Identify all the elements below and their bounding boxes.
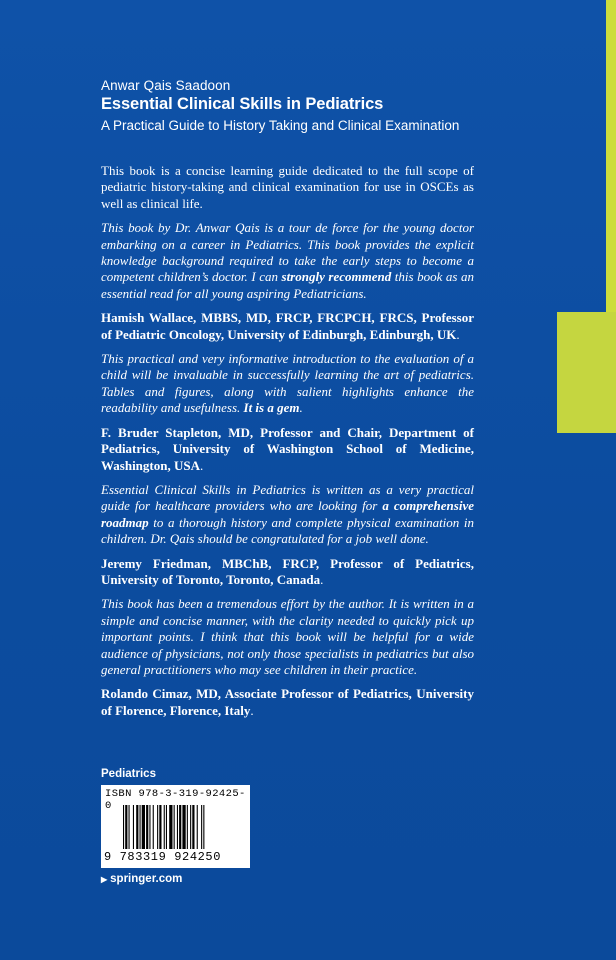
book-header bbox=[101, 78, 501, 133]
barcode-bar bbox=[179, 805, 181, 849]
barcode-bar bbox=[166, 805, 167, 849]
review-3 bbox=[101, 482, 474, 548]
credit-2-end: . bbox=[199, 457, 204, 473]
barcode-bar bbox=[192, 805, 194, 849]
review-1-credit bbox=[101, 310, 474, 343]
review-2 bbox=[101, 351, 474, 417]
spine-accent-stripe bbox=[606, 0, 616, 312]
review-1-text-end: this book as an essential read for all young aspiring Pediatricians. bbox=[101, 269, 474, 301]
blurb bbox=[101, 163, 474, 727]
barcode-bar bbox=[133, 805, 134, 849]
barcode-bar bbox=[177, 805, 178, 849]
isbn-barcode bbox=[101, 785, 250, 868]
book-subtitle: A Practical Guide to History Taking and Clinical Examination bbox=[101, 118, 460, 133]
barcode-bar bbox=[201, 805, 202, 849]
credit-3-end: . bbox=[320, 571, 324, 587]
publisher-link[interactable] bbox=[101, 873, 182, 885]
barcode-bar bbox=[125, 805, 127, 849]
barcode-bar bbox=[129, 805, 130, 849]
review-2-credit bbox=[101, 425, 474, 474]
barcode-bar bbox=[190, 805, 191, 849]
intro-paragraph: This book is a concise learning guide dedicated to the full scope of pediatric history-taking and clinical examination for use in OSCEs as well as clinical life. bbox=[101, 163, 474, 211]
barcode-bar bbox=[153, 805, 154, 849]
author-name: Anwar Qais Saadoon bbox=[101, 78, 231, 93]
credit-4-end: . bbox=[250, 702, 254, 718]
review-3-credit bbox=[101, 556, 474, 589]
isbn-number: ISBN 978-3-319-92425-0 bbox=[105, 788, 246, 812]
review-2-emphasis: It is a gem bbox=[243, 400, 300, 416]
credit-1-end: . bbox=[456, 326, 460, 342]
barcode-bar bbox=[174, 805, 175, 849]
review-2-text-end: . bbox=[299, 400, 303, 416]
subject-category: Pediatrics bbox=[101, 768, 156, 780]
barcode-bars bbox=[123, 805, 235, 849]
barcode-bar bbox=[182, 805, 185, 849]
review-2-text: This practical and very informative introduction to the evaluation of a child will be invaluable in successfully learning the art of pediatrics. Tables and figures, along with salient highlights enhance the readability and usefulness. bbox=[101, 351, 474, 416]
review-3-text: Essential Clinical Skills in Pediatrics is written as a very practical guide for healthcare providers who are looking for bbox=[101, 481, 474, 514]
barcode-digits: 9 783319 924250 bbox=[104, 850, 222, 864]
accent-tab bbox=[557, 312, 616, 433]
barcode-bar bbox=[169, 805, 172, 849]
credit-4-name: Rolando Cimaz, MD, Associate Professor of Pediatrics, University of Florence, Florence, Italy bbox=[101, 686, 474, 718]
review-3-emphasis: a comprehensive roadmap bbox=[101, 498, 474, 530]
barcode-bar bbox=[159, 805, 161, 849]
review-1-text: This book by Dr. Anwar Qais is a tour de force for the young doctor embarking on a career in Pediatrics. This book provides the explicit knowledge background required to take the early steps to become a competent children’s doctor. I can bbox=[101, 220, 474, 285]
review-3-text-end: to a thorough history and complete physical examination in children. Dr. Qais should be congratulated for a job well done. bbox=[101, 514, 474, 547]
book-title: Essential Clinical Skills in Pediatrics bbox=[101, 95, 384, 113]
barcode-bar bbox=[157, 805, 158, 849]
barcode-bar bbox=[187, 805, 188, 849]
barcode-bar bbox=[136, 805, 138, 849]
right-triangle-icon: ▶ bbox=[101, 874, 108, 884]
barcode-bar bbox=[142, 805, 145, 849]
publisher-url: springer.com bbox=[110, 873, 183, 885]
barcode-bar bbox=[149, 805, 150, 849]
review-4: This book has been a tremendous effort by the author. It is written in a simple and concise manner, with the clarity needed to quickly pick up important points. I think that this book will be helpful for a wide audience of physicians, not only those specialists in pediatrics but also general practitioners who may see children in their practice. bbox=[101, 596, 474, 677]
barcode-bar bbox=[123, 805, 124, 849]
barcode-bar bbox=[146, 805, 148, 849]
credit-3-name: Jeremy Friedman, MBChB, FRCP, Professor of Pediatrics, University of Toronto, Toronto, Canada bbox=[101, 555, 474, 587]
barcode-bar bbox=[140, 805, 141, 849]
review-1 bbox=[101, 220, 474, 302]
barcode-bar bbox=[197, 805, 198, 849]
review-1-emphasis: strongly recommend bbox=[281, 269, 392, 285]
review-4-credit bbox=[101, 686, 474, 719]
credit-2-name: F. Bruder Stapleton, MD, Professor and Chair, Department of Pediatrics, University of Washington School of Medicine, Washington, USA bbox=[101, 424, 474, 473]
barcode-bar bbox=[164, 805, 165, 849]
barcode-bar bbox=[203, 805, 204, 849]
credit-1-name: Hamish Wallace, MBBS, MD, FRCP, FRCPCH, FRCS, Professor of Pediatric Oncology, University of Edinburgh, Edinburgh, UK bbox=[101, 310, 474, 342]
